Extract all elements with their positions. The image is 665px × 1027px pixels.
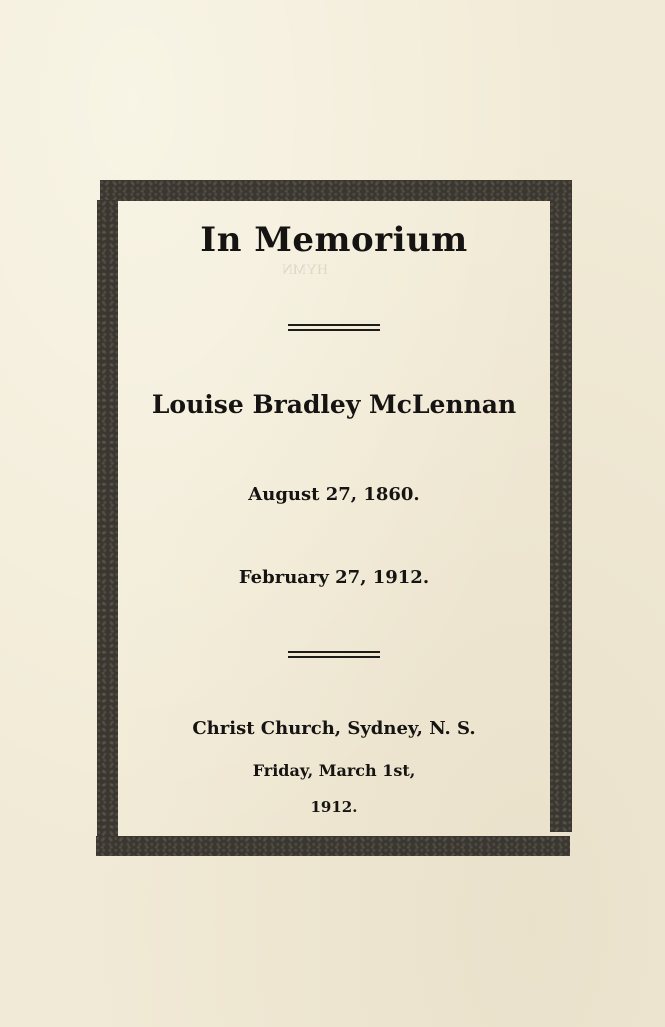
death-date: February 27, 1912. — [238, 567, 430, 588]
birth-date: August 27, 1860. — [248, 484, 420, 505]
border-right — [550, 196, 572, 832]
double-rule-divider — [288, 651, 380, 658]
service-location: Christ Church, Sydney, N. S. — [192, 718, 476, 739]
service-day: Friday, March 1st, — [252, 761, 416, 780]
border-top — [100, 180, 572, 201]
border-left — [97, 200, 118, 836]
card-title: In Memorium — [200, 220, 468, 260]
bleed-through-heading: HYMN — [282, 262, 328, 278]
border-bottom — [96, 836, 570, 856]
service-year: 1912. — [310, 798, 358, 816]
deceased-name: Louise Bradley McLennan — [151, 390, 517, 419]
double-rule-divider — [288, 324, 380, 331]
memorial-card — [118, 200, 550, 836]
